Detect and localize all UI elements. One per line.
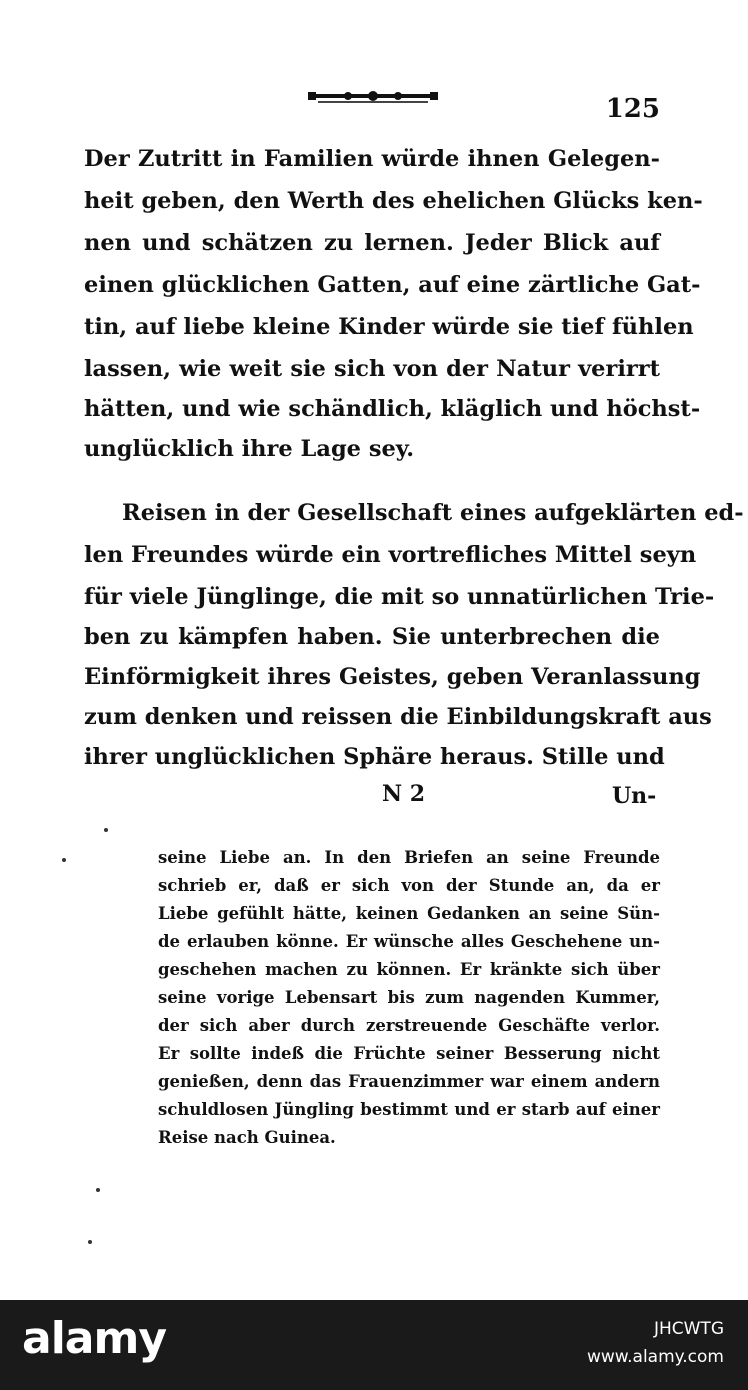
footnote-line-9: genießen, denn das Frauenzimmer war einem andern <box>158 1072 660 1091</box>
ink-speck <box>96 1188 100 1192</box>
watermark-image-id: JHCWTG <box>653 1319 724 1339</box>
watermark-logo: alamy <box>22 1313 166 1364</box>
footnote-line-1: seine Liebe an. In den Briefen an seine Freunde <box>158 848 660 867</box>
paragraph-2-line-4: ben zu kämpfen haben. Sie unterbrechen die <box>84 624 660 650</box>
paragraph-2-line-7: ihrer unglücklichen Sphäre heraus. Stille und <box>84 744 665 770</box>
footnote-line-3: Liebe gefühlt hätte, keinen Gedanken an seine Sün- <box>158 904 660 923</box>
page-number: 125 <box>605 94 660 124</box>
footnote-line-7: der sich aber durch zerstreuende Geschäfte verlor. <box>158 1016 660 1035</box>
paragraph-2-line-5: Einförmigkeit ihres Geistes, geben Veranlassung <box>84 664 701 690</box>
paragraph-1-line-7: hätten, und wie schändlich, kläglich und höchst- <box>84 396 701 422</box>
ink-speck <box>88 1240 92 1244</box>
signature-mark: N 2 <box>382 781 426 807</box>
footnote-line-11: Reise nach Guinea. <box>158 1128 336 1147</box>
paragraph-2-line-6: zum denken und reissen die Einbildungskraft aus <box>84 704 712 730</box>
paragraph-1-line-5: tin, auf liebe kleine Kinder würde sie tief fühlen <box>84 314 694 340</box>
footnote-line-10: schuldlosen Jüngling bestimmt und er starb auf einer <box>158 1100 660 1119</box>
paragraph-2-line-3: für viele Jünglinge, die mit so unnatürlichen Trie- <box>84 584 715 610</box>
paragraph-1-line-2: heit geben, den Werth des ehelichen Glücks ken- <box>84 188 703 214</box>
paragraph-2-line-1: Reisen in der Gesellschaft eines aufgeklärten ed- <box>122 500 744 526</box>
watermark-site: www.alamy.com <box>586 1347 724 1367</box>
footnote-line-2: schrieb er, daß er sich von der Stunde an, da er <box>158 876 660 895</box>
footnote-line-4: de erlauben könne. Er wünsche alles Geschehene un- <box>158 932 660 951</box>
footnote-line-5: geschehen machen zu können. Er kränkte sich über <box>158 960 660 979</box>
ink-speck <box>104 828 108 832</box>
catchword: Un- <box>612 783 657 809</box>
ink-speck <box>62 858 66 862</box>
footnote-line-8: Er sollte indeß die Früchte seiner Besserung nicht <box>158 1044 660 1063</box>
watermark-bar <box>0 1300 748 1390</box>
decorative-rule-icon <box>308 86 438 106</box>
paragraph-2-line-2: len Freundes würde ein vortrefliches Mittel seyn <box>84 542 697 568</box>
paragraph-1-line-1: Der Zutritt in Familien würde ihnen Gelegen- <box>84 146 660 172</box>
footnote-line-6: seine vorige Lebensart bis zum nagenden Kummer, <box>158 988 660 1007</box>
paragraph-1-line-6: lassen, wie weit sie sich von der Natur verirrt <box>84 356 660 382</box>
paragraph-1-line-4: einen glücklichen Gatten, auf eine zärtliche Gat- <box>84 272 701 298</box>
paragraph-1-line-8: unglücklich ihre Lage sey. <box>84 436 415 462</box>
paragraph-1-line-3: nen und schätzen zu lernen. Jeder Blick auf <box>84 230 660 256</box>
